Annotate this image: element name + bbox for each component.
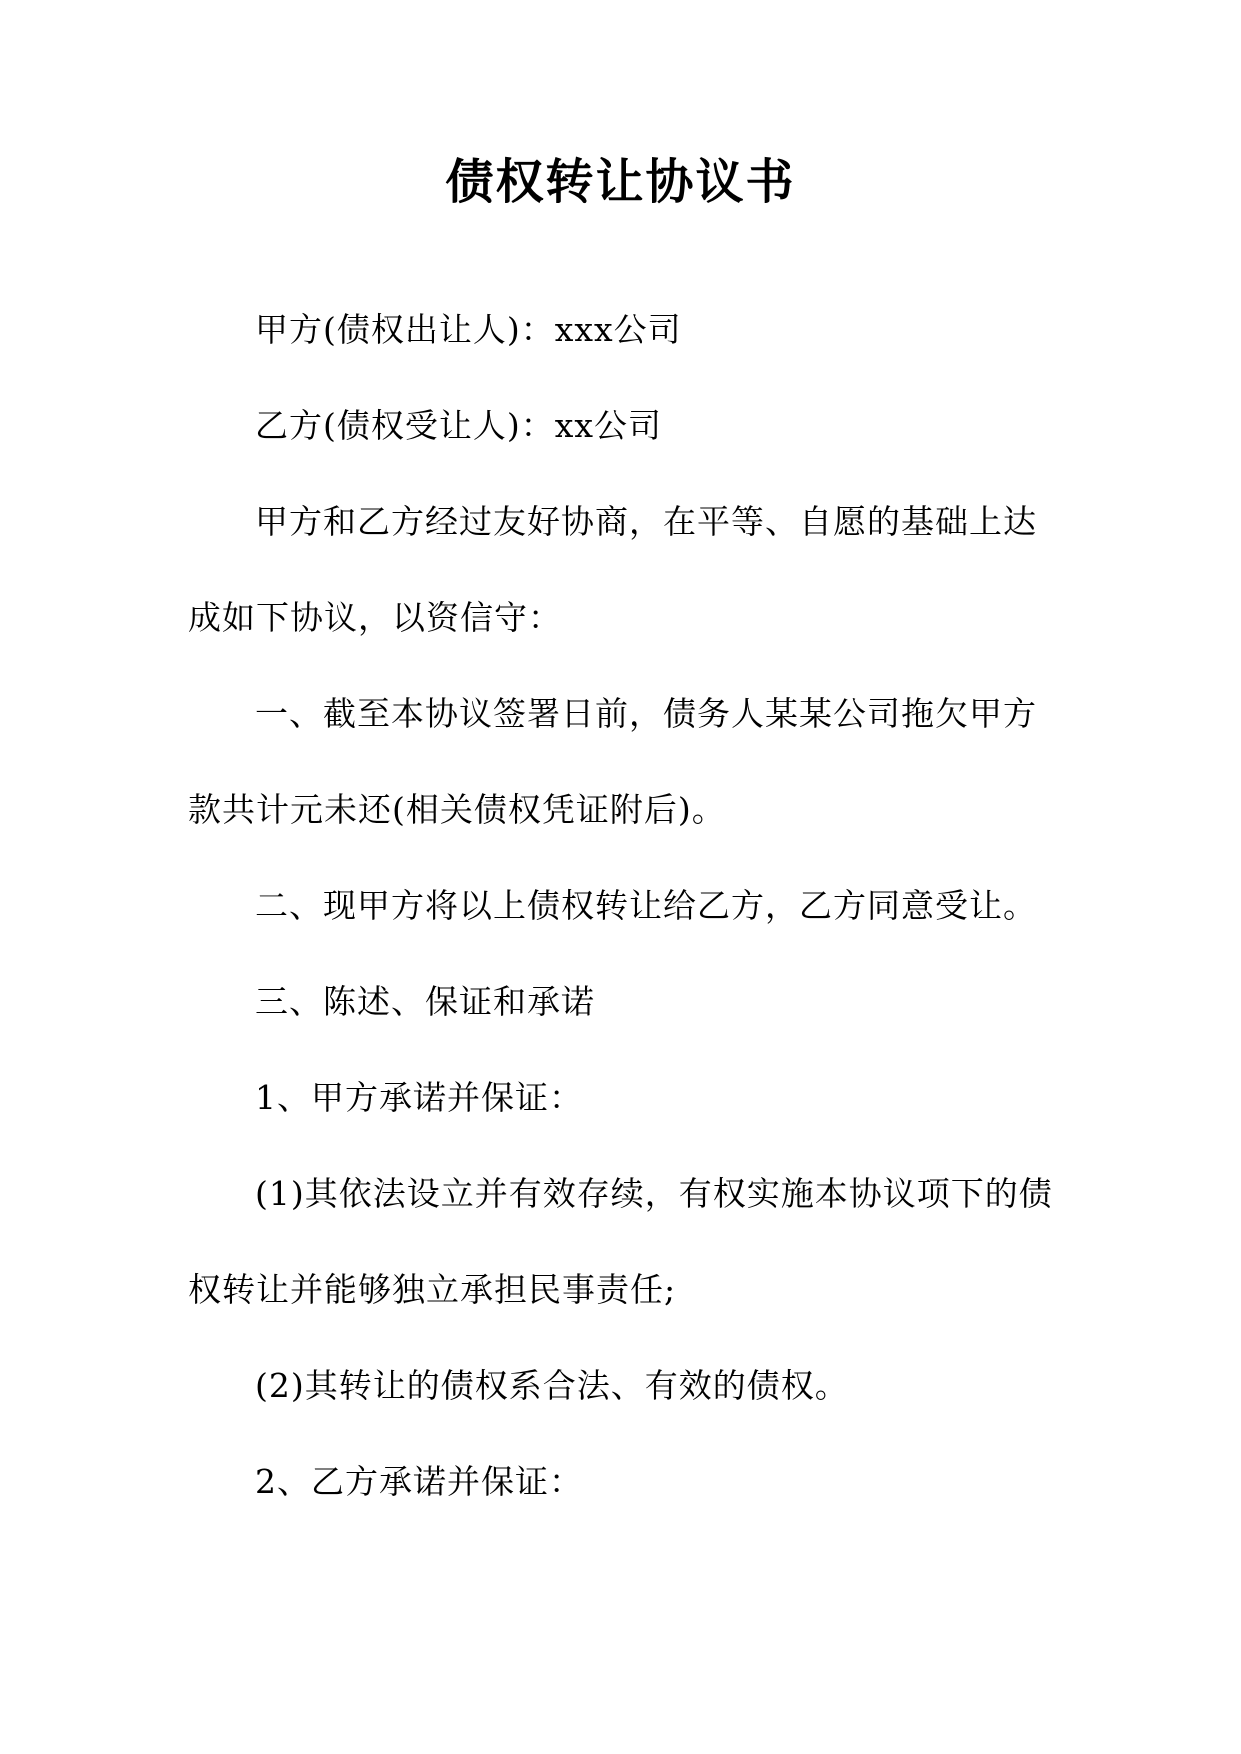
clause-1-line-1: 一、截至本协议签署日前，债务人某某公司拖欠甲方 bbox=[255, 694, 1037, 733]
clause-3-heading: 三、陈述、保证和承诺 bbox=[255, 982, 595, 1021]
clause-2-line: 二、现甲方将以上债权转让给乙方，乙方同意受让。 bbox=[255, 886, 1037, 925]
document-title: 债权转让协议书 bbox=[445, 154, 796, 210]
preamble-line-2: 成如下协议，以资信守： bbox=[188, 598, 562, 637]
party-a-line: 甲方(债权出让人)：xxx公司 bbox=[255, 310, 682, 349]
party-b-line: 乙方(债权受让人)：xx公司 bbox=[255, 406, 662, 445]
clause-1-line-2: 款共计元未还(相关债权凭证附后)。 bbox=[188, 790, 726, 829]
clause-3-2-heading: 2、乙方承诺并保证： bbox=[255, 1462, 583, 1501]
preamble-line-1: 甲方和乙方经过友好协商，在平等、自愿的基础上达 bbox=[255, 502, 1037, 541]
clause-3-1-item-1-line-1: (1)其依法设立并有效存续，有权实施本协议项下的债 bbox=[255, 1174, 1053, 1213]
clause-3-1-heading: 1、甲方承诺并保证： bbox=[255, 1078, 583, 1117]
clause-3-1-item-1-line-2: 权转让并能够独立承担民事责任; bbox=[188, 1270, 677, 1309]
clause-3-1-item-2: (2)其转让的债权系合法、有效的债权。 bbox=[255, 1366, 849, 1405]
